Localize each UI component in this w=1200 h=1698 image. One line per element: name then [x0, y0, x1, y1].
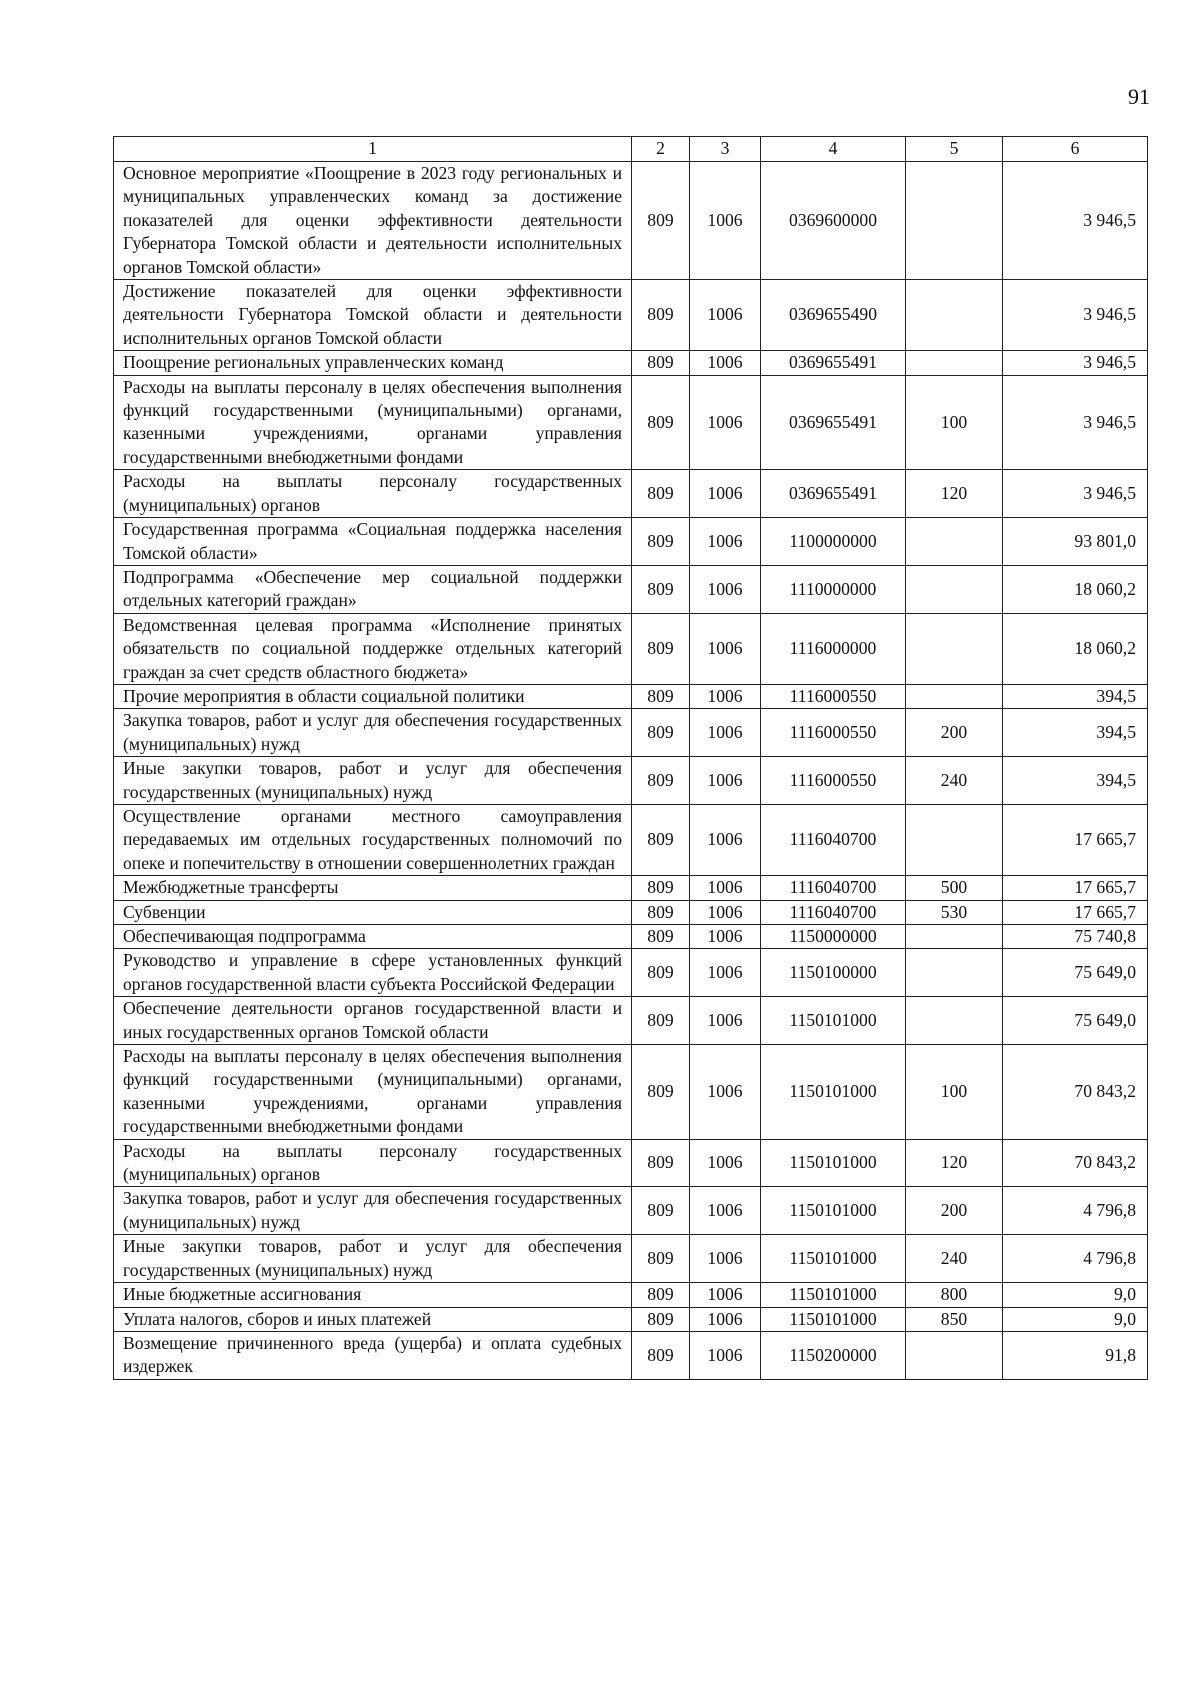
row-name-cell: Обеспечивающая подпрограмма — [114, 925, 632, 949]
table-row — [114, 1139, 1148, 1187]
page-number: 91 — [1128, 84, 1150, 109]
row-expense-type-cell — [906, 997, 1003, 1045]
row-name-cell: Обеспечение деятельности органов государственной власти и иных государственных органов Томской области — [114, 997, 632, 1045]
row-ministry-code-cell: 809 — [632, 1331, 690, 1379]
header-col-4: 4 — [761, 137, 906, 162]
row-name-cell: Возмещение причиненного вреда (ущерба) и оплата судебных издержек — [114, 1331, 632, 1379]
row-name-cell: Расходы на выплаты персоналу в целях обеспечения выполнения функций государственными (муниципальными) органами, казенными учреждениями, органами управления государственными внебюджетными фондами — [114, 1045, 632, 1140]
row-section-code-cell: 1006 — [690, 709, 761, 757]
row-section-code-cell: 1006 — [690, 1235, 761, 1283]
row-expense-type-cell: 100 — [906, 1045, 1003, 1140]
row-ministry-code-cell: 809 — [632, 757, 690, 805]
row-section-code-cell: 1006 — [690, 1045, 761, 1140]
row-amount-cell: 70 843,2 — [1003, 1045, 1148, 1140]
row-name-cell: Уплата налогов, сборов и иных платежей — [114, 1307, 632, 1331]
row-ministry-code-cell: 809 — [632, 280, 690, 351]
row-expense-type-cell: 530 — [906, 900, 1003, 924]
row-ministry-code-cell: 809 — [632, 351, 690, 375]
row-expense-type-cell — [906, 565, 1003, 613]
row-amount-cell: 9,0 — [1003, 1307, 1148, 1331]
row-section-code-cell: 1006 — [690, 925, 761, 949]
row-section-code-cell: 1006 — [690, 518, 761, 566]
row-name-cell: Достижение показателей для оценки эффективности деятельности Губернатора Томской области и деятельности исполнительных органов Томской области — [114, 280, 632, 351]
row-name-cell: Основное мероприятие «Поощрение в 2023 году региональных и муниципальных управленческих команд за достижение показателей для оценки эффективности деятельности Губернатора Томской области и деятельности исполнительных органов Томской области» — [114, 162, 632, 280]
header-col-2: 2 — [632, 137, 690, 162]
row-expense-type-cell — [906, 518, 1003, 566]
row-section-code-cell: 1006 — [690, 757, 761, 805]
row-name-cell: Субвенции — [114, 900, 632, 924]
row-ministry-code-cell: 809 — [632, 1283, 690, 1307]
header-col-3: 3 — [690, 137, 761, 162]
row-amount-cell: 9,0 — [1003, 1283, 1148, 1307]
row-expense-type-cell — [906, 280, 1003, 351]
row-name-cell: Расходы на выплаты персоналу государственных (муниципальных) органов — [114, 470, 632, 518]
row-ministry-code-cell: 809 — [632, 470, 690, 518]
row-section-code-cell: 1006 — [690, 351, 761, 375]
table-row — [114, 684, 1148, 708]
table-row — [114, 900, 1148, 924]
row-ministry-code-cell: 809 — [632, 1139, 690, 1187]
row-target-article-cell: 0369655491 — [761, 375, 906, 470]
row-name-cell: Государственная программа «Социальная поддержка населения Томской области» — [114, 518, 632, 566]
row-name-cell: Руководство и управление в сфере установленных функций органов государственной власти субъекта Российской Федерации — [114, 949, 632, 997]
row-expense-type-cell: 240 — [906, 757, 1003, 805]
header-col-6: 6 — [1003, 137, 1148, 162]
row-name-cell: Ведомственная целевая программа «Исполнение принятых обязательств по социальной поддержке отдельных категорий граждан за счет средств областного бюджета» — [114, 613, 632, 684]
table-row — [114, 1045, 1148, 1140]
row-target-article-cell: 0369655491 — [761, 351, 906, 375]
row-section-code-cell: 1006 — [690, 1307, 761, 1331]
table-row — [114, 757, 1148, 805]
table-row — [114, 997, 1148, 1045]
row-name-cell: Прочие мероприятия в области социальной политики — [114, 684, 632, 708]
row-amount-cell: 3 946,5 — [1003, 162, 1148, 280]
row-expense-type-cell — [906, 949, 1003, 997]
budget-table — [113, 136, 1148, 1380]
row-ministry-code-cell: 809 — [632, 876, 690, 900]
row-target-article-cell: 0369655491 — [761, 470, 906, 518]
row-target-article-cell: 1116040700 — [761, 900, 906, 924]
table-row — [114, 1283, 1148, 1307]
table-body — [114, 137, 1148, 1380]
row-amount-cell: 394,5 — [1003, 757, 1148, 805]
row-expense-type-cell: 120 — [906, 1139, 1003, 1187]
row-target-article-cell: 0369655490 — [761, 280, 906, 351]
row-target-article-cell: 1116000550 — [761, 757, 906, 805]
row-amount-cell: 4 796,8 — [1003, 1187, 1148, 1235]
row-section-code-cell: 1006 — [690, 804, 761, 875]
row-ministry-code-cell: 809 — [632, 1187, 690, 1235]
header-col-1: 1 — [114, 137, 632, 162]
row-amount-cell: 18 060,2 — [1003, 565, 1148, 613]
row-ministry-code-cell: 809 — [632, 565, 690, 613]
row-target-article-cell: 1116040700 — [761, 804, 906, 875]
table-row — [114, 375, 1148, 470]
row-target-article-cell: 1116000550 — [761, 709, 906, 757]
row-name-cell: Межбюджетные трансферты — [114, 876, 632, 900]
row-ministry-code-cell: 809 — [632, 804, 690, 875]
row-expense-type-cell — [906, 1331, 1003, 1379]
row-amount-cell: 394,5 — [1003, 709, 1148, 757]
row-amount-cell: 3 946,5 — [1003, 351, 1148, 375]
row-section-code-cell: 1006 — [690, 684, 761, 708]
row-expense-type-cell — [906, 804, 1003, 875]
row-name-cell: Иные закупки товаров, работ и услуг для обеспечения государственных (муниципальных) нужд — [114, 757, 632, 805]
row-name-cell: Закупка товаров, работ и услуг для обеспечения государственных (муниципальных) нужд — [114, 709, 632, 757]
table-row — [114, 470, 1148, 518]
row-amount-cell: 3 946,5 — [1003, 470, 1148, 518]
row-expense-type-cell: 240 — [906, 1235, 1003, 1283]
row-section-code-cell: 1006 — [690, 375, 761, 470]
table-row — [114, 565, 1148, 613]
row-expense-type-cell: 200 — [906, 1187, 1003, 1235]
row-ministry-code-cell: 809 — [632, 900, 690, 924]
row-amount-cell: 3 946,5 — [1003, 280, 1148, 351]
row-target-article-cell: 1116000550 — [761, 684, 906, 708]
row-expense-type-cell: 120 — [906, 470, 1003, 518]
row-amount-cell: 3 946,5 — [1003, 375, 1148, 470]
row-expense-type-cell — [906, 162, 1003, 280]
row-ministry-code-cell: 809 — [632, 1307, 690, 1331]
row-section-code-cell: 1006 — [690, 949, 761, 997]
row-target-article-cell: 1150101000 — [761, 1187, 906, 1235]
table-row — [114, 351, 1148, 375]
row-name-cell: Иные бюджетные ассигнования — [114, 1283, 632, 1307]
row-amount-cell: 75 740,8 — [1003, 925, 1148, 949]
row-ministry-code-cell: 809 — [632, 709, 690, 757]
row-amount-cell: 4 796,8 — [1003, 1235, 1148, 1283]
table-row — [114, 804, 1148, 875]
row-amount-cell: 93 801,0 — [1003, 518, 1148, 566]
row-section-code-cell: 1006 — [690, 1283, 761, 1307]
row-target-article-cell: 1150101000 — [761, 1283, 906, 1307]
row-amount-cell: 75 649,0 — [1003, 949, 1148, 997]
table-row — [114, 1187, 1148, 1235]
row-section-code-cell: 1006 — [690, 565, 761, 613]
row-ministry-code-cell: 809 — [632, 162, 690, 280]
row-amount-cell: 70 843,2 — [1003, 1139, 1148, 1187]
row-target-article-cell: 1116040700 — [761, 876, 906, 900]
row-expense-type-cell: 100 — [906, 375, 1003, 470]
table-row — [114, 925, 1148, 949]
row-ministry-code-cell: 809 — [632, 997, 690, 1045]
row-target-article-cell: 1150100000 — [761, 949, 906, 997]
row-target-article-cell: 1150101000 — [761, 1307, 906, 1331]
row-expense-type-cell — [906, 351, 1003, 375]
row-name-cell: Подпрограмма «Обеспечение мер социальной поддержки отдельных категорий граждан» — [114, 565, 632, 613]
row-expense-type-cell: 200 — [906, 709, 1003, 757]
row-section-code-cell: 1006 — [690, 1139, 761, 1187]
row-section-code-cell: 1006 — [690, 280, 761, 351]
row-section-code-cell: 1006 — [690, 1187, 761, 1235]
row-ministry-code-cell: 809 — [632, 925, 690, 949]
table-row — [114, 518, 1148, 566]
row-expense-type-cell: 800 — [906, 1283, 1003, 1307]
table-row — [114, 1331, 1148, 1379]
table-row — [114, 949, 1148, 997]
row-expense-type-cell: 850 — [906, 1307, 1003, 1331]
row-target-article-cell: 1110000000 — [761, 565, 906, 613]
row-ministry-code-cell: 809 — [632, 1235, 690, 1283]
table-row — [114, 876, 1148, 900]
row-ministry-code-cell: 809 — [632, 1045, 690, 1140]
table-row — [114, 1307, 1148, 1331]
row-name-cell: Осуществление органами местного самоуправления передаваемых им отдельных государственных полномочий по опеке и попечительству в отношении совершеннолетних граждан — [114, 804, 632, 875]
row-section-code-cell: 1006 — [690, 876, 761, 900]
row-ministry-code-cell: 809 — [632, 949, 690, 997]
row-ministry-code-cell: 809 — [632, 518, 690, 566]
row-name-cell: Иные закупки товаров, работ и услуг для обеспечения государственных (муниципальных) нужд — [114, 1235, 632, 1283]
row-name-cell: Поощрение региональных управленческих команд — [114, 351, 632, 375]
row-section-code-cell: 1006 — [690, 1331, 761, 1379]
table-row — [114, 162, 1148, 280]
row-amount-cell: 17 665,7 — [1003, 804, 1148, 875]
row-amount-cell: 17 665,7 — [1003, 876, 1148, 900]
row-amount-cell: 18 060,2 — [1003, 613, 1148, 684]
row-expense-type-cell: 500 — [906, 876, 1003, 900]
row-ministry-code-cell: 809 — [632, 613, 690, 684]
row-target-article-cell: 0369600000 — [761, 162, 906, 280]
table-row — [114, 280, 1148, 351]
row-target-article-cell: 1150101000 — [761, 1045, 906, 1140]
row-amount-cell: 75 649,0 — [1003, 997, 1148, 1045]
row-target-article-cell: 1150000000 — [761, 925, 906, 949]
table-row — [114, 1235, 1148, 1283]
row-expense-type-cell — [906, 925, 1003, 949]
row-expense-type-cell — [906, 613, 1003, 684]
row-target-article-cell: 1116000000 — [761, 613, 906, 684]
row-target-article-cell: 1100000000 — [761, 518, 906, 566]
row-expense-type-cell — [906, 684, 1003, 708]
row-ministry-code-cell: 809 — [632, 684, 690, 708]
row-name-cell: Расходы на выплаты персоналу в целях обеспечения выполнения функций государственными (муниципальными) органами, казенными учреждениями, органами управления государственными внебюджетными фондами — [114, 375, 632, 470]
row-section-code-cell: 1006 — [690, 613, 761, 684]
row-amount-cell: 91,8 — [1003, 1331, 1148, 1379]
row-target-article-cell: 1150200000 — [761, 1331, 906, 1379]
row-section-code-cell: 1006 — [690, 470, 761, 518]
row-section-code-cell: 1006 — [690, 162, 761, 280]
row-ministry-code-cell: 809 — [632, 375, 690, 470]
row-amount-cell: 17 665,7 — [1003, 900, 1148, 924]
header-col-5: 5 — [906, 137, 1003, 162]
row-target-article-cell: 1150101000 — [761, 997, 906, 1045]
row-name-cell: Расходы на выплаты персоналу государственных (муниципальных) органов — [114, 1139, 632, 1187]
row-section-code-cell: 1006 — [690, 997, 761, 1045]
table-row — [114, 709, 1148, 757]
row-amount-cell: 394,5 — [1003, 684, 1148, 708]
table-row — [114, 613, 1148, 684]
table-header-row — [114, 137, 1148, 162]
row-target-article-cell: 1150101000 — [761, 1139, 906, 1187]
row-target-article-cell: 1150101000 — [761, 1235, 906, 1283]
row-section-code-cell: 1006 — [690, 900, 761, 924]
row-name-cell: Закупка товаров, работ и услуг для обеспечения государственных (муниципальных) нужд — [114, 1187, 632, 1235]
